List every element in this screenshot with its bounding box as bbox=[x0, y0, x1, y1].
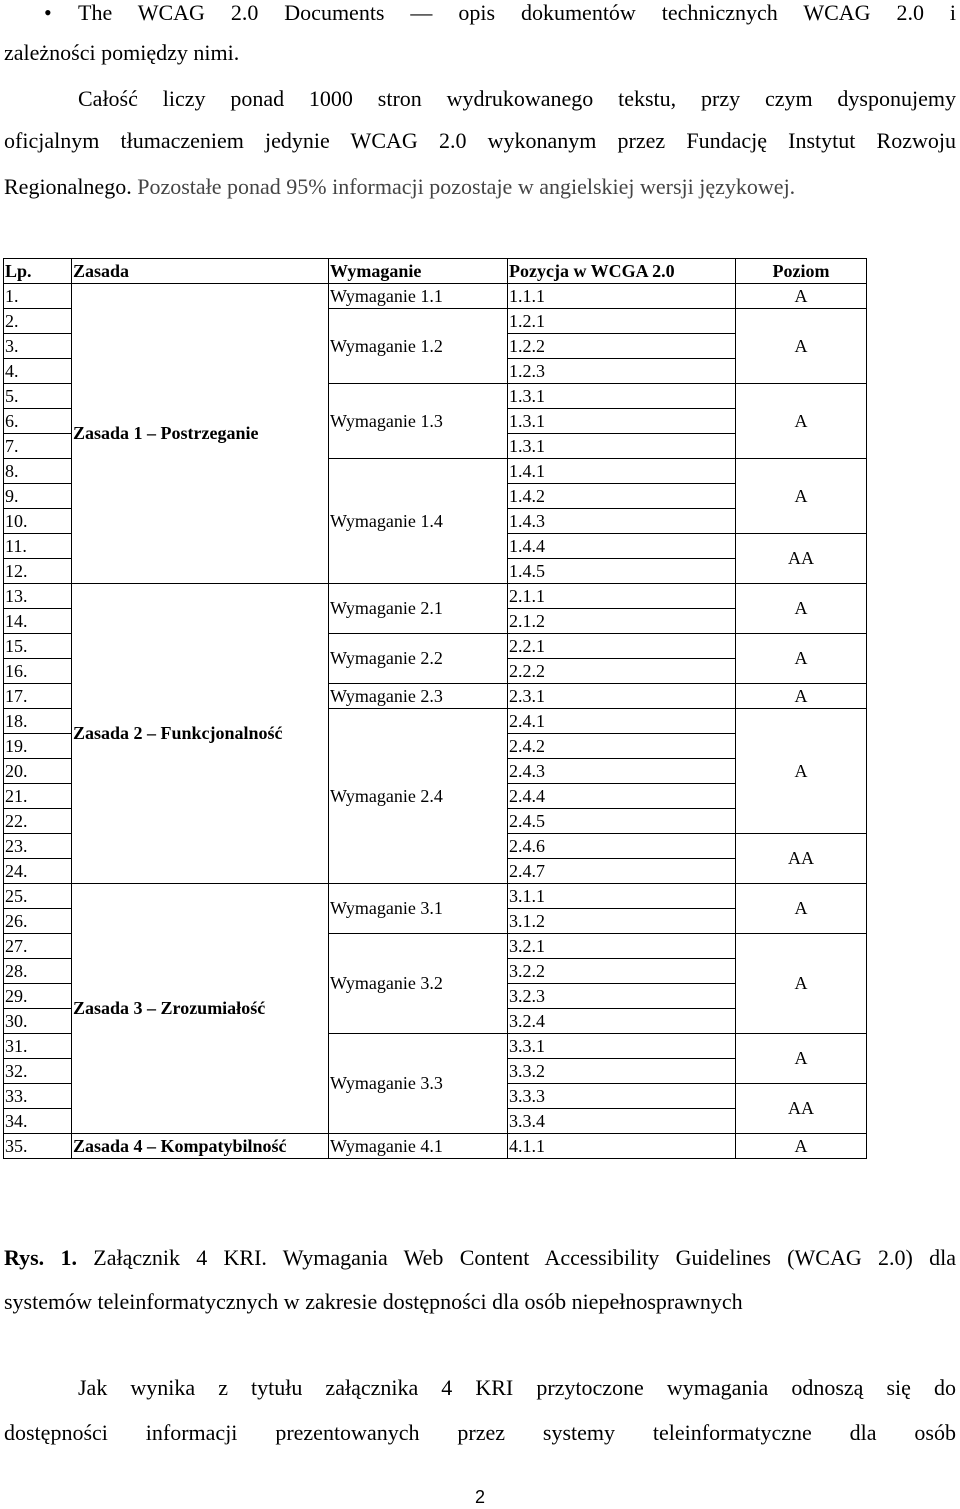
cell-zasada: Zasada 1 – Postrzeganie bbox=[72, 284, 329, 584]
paragraph-line: dostępności informacji prezentowanych przez systemy teleinformatyczne dla osób bbox=[4, 1420, 956, 1445]
cell-lp: 13. bbox=[4, 584, 72, 609]
cell-poziom: A bbox=[736, 884, 867, 934]
cell-pozycja: 1.4.5 bbox=[508, 559, 736, 584]
cell-lp: 12. bbox=[4, 559, 72, 584]
cell-pozycja: 1.4.4 bbox=[508, 534, 736, 559]
paragraph-line: Całość liczy ponad 1000 stron wydrukowanego tekstu, przy czym dysponujemy bbox=[78, 86, 956, 111]
cell-pozycja: 2.2.1 bbox=[508, 634, 736, 659]
cell-wymaganie: Wymaganie 2.1 bbox=[329, 584, 508, 634]
paragraph-line bbox=[4, 174, 795, 200]
cell-wymaganie: Wymaganie 2.2 bbox=[329, 634, 508, 684]
caption-line bbox=[4, 1245, 956, 1271]
cell-lp: 2. bbox=[4, 309, 72, 334]
cell-pozycja: 3.3.3 bbox=[508, 1084, 736, 1109]
cell-lp: 23. bbox=[4, 834, 72, 859]
cell-pozycja: 3.1.1 bbox=[508, 884, 736, 909]
cell-pozycja: 1.1.1 bbox=[508, 284, 736, 309]
cell-lp: 19. bbox=[4, 734, 72, 759]
cell-pozycja: 1.4.2 bbox=[508, 484, 736, 509]
cell-pozycja: 1.2.3 bbox=[508, 359, 736, 384]
cell-pozycja: 1.2.2 bbox=[508, 334, 736, 359]
table-row bbox=[4, 884, 867, 909]
cell-poziom: A bbox=[736, 584, 867, 634]
cell-lp: 14. bbox=[4, 609, 72, 634]
cell-pozycja: 3.3.4 bbox=[508, 1109, 736, 1134]
cell-pozycja: 2.4.1 bbox=[508, 709, 736, 734]
cell-pozycja: 2.4.5 bbox=[508, 809, 736, 834]
cell-lp: 29. bbox=[4, 984, 72, 1009]
cell-wymaganie: Wymaganie 3.2 bbox=[329, 934, 508, 1034]
cell-zasada: Zasada 2 – Funkcjonalność bbox=[72, 584, 329, 884]
cell-poziom: A bbox=[736, 684, 867, 709]
cell-poziom: A bbox=[736, 709, 867, 834]
cell-wymaganie: Wymaganie 1.3 bbox=[329, 384, 508, 459]
bullet-item-text: The WCAG 2.0 Documents — opis dokumentów technicznych WCAG 2.0 i bbox=[78, 0, 956, 25]
cell-lp: 4. bbox=[4, 359, 72, 384]
page-number: 2 bbox=[474, 1487, 485, 1507]
paragraph-line: oficjalnym tłumaczeniem jedynie WCAG 2.0 wykonanym przez Fundację Instytut Rozwoju bbox=[4, 128, 956, 153]
cell-wymaganie: Wymaganie 1.2 bbox=[329, 309, 508, 384]
bullet-icon: • bbox=[44, 0, 52, 25]
cell-lp: 17. bbox=[4, 684, 72, 709]
cell-poziom: A bbox=[736, 634, 867, 684]
cell-pozycja: 2.1.2 bbox=[508, 609, 736, 634]
header-pozycja: Pozycja w WCGA 2.0 bbox=[508, 259, 736, 284]
paragraph-fragment: Regionalnego. bbox=[4, 174, 132, 199]
cell-lp: 20. bbox=[4, 759, 72, 784]
cell-wymaganie: Wymaganie 3.1 bbox=[329, 884, 508, 934]
cell-lp: 21. bbox=[4, 784, 72, 809]
cell-lp: 24. bbox=[4, 859, 72, 884]
cell-wymaganie: Wymaganie 1.4 bbox=[329, 459, 508, 584]
cell-lp: 3. bbox=[4, 334, 72, 359]
cell-pozycja: 2.4.6 bbox=[508, 834, 736, 859]
cell-lp: 31. bbox=[4, 1034, 72, 1059]
header-poziom: Poziom bbox=[736, 259, 867, 284]
cell-wymaganie: Wymaganie 3.3 bbox=[329, 1034, 508, 1134]
cell-lp: 30. bbox=[4, 1009, 72, 1034]
cell-lp: 18. bbox=[4, 709, 72, 734]
table-row bbox=[4, 584, 867, 609]
cell-pozycja: 2.2.2 bbox=[508, 659, 736, 684]
cell-lp: 5. bbox=[4, 384, 72, 409]
cell-lp: 7. bbox=[4, 434, 72, 459]
cell-lp: 22. bbox=[4, 809, 72, 834]
cell-poziom: A bbox=[736, 309, 867, 384]
wcag-requirements-table bbox=[3, 258, 867, 1159]
cell-pozycja: 2.4.2 bbox=[508, 734, 736, 759]
cell-lp: 1. bbox=[4, 284, 72, 309]
cell-wymaganie: Wymaganie 2.3 bbox=[329, 684, 508, 709]
cell-lp: 35. bbox=[4, 1134, 72, 1159]
cell-poziom: A bbox=[736, 284, 867, 309]
table-body bbox=[4, 284, 867, 1159]
cell-lp: 26. bbox=[4, 909, 72, 934]
cell-lp: 8. bbox=[4, 459, 72, 484]
cell-pozycja: 1.4.1 bbox=[508, 459, 736, 484]
cell-pozycja: 2.4.4 bbox=[508, 784, 736, 809]
cell-lp: 33. bbox=[4, 1084, 72, 1109]
header-lp: Lp. bbox=[4, 259, 72, 284]
intro-text bbox=[4, 0, 956, 210]
caption-text: Załącznik 4 KRI. Wymagania Web Content Accessibility Guidelines (WCAG 2.0) dla bbox=[76, 1245, 956, 1270]
cell-zasada: Zasada 3 – Zrozumiałość bbox=[72, 884, 329, 1134]
cell-poziom: AA bbox=[736, 1084, 867, 1134]
cell-pozycja: 1.2.1 bbox=[508, 309, 736, 334]
caption-prefix: Rys. 1. bbox=[4, 1245, 77, 1270]
cell-wymaganie: Wymaganie 2.4 bbox=[329, 709, 508, 884]
cell-lp: 32. bbox=[4, 1059, 72, 1084]
caption-line: systemów teleinformatycznych w zakresie dostępności dla osób niepełnosprawnych bbox=[4, 1289, 743, 1314]
cell-pozycja: 2.3.1 bbox=[508, 684, 736, 709]
cell-pozycja: 3.3.1 bbox=[508, 1034, 736, 1059]
paragraph-line: Jak wynika z tytułu załącznika 4 KRI przytoczone wymagania odnoszą się do bbox=[78, 1375, 956, 1400]
cell-poziom: AA bbox=[736, 834, 867, 884]
cell-pozycja: 3.1.2 bbox=[508, 909, 736, 934]
table-header-row bbox=[4, 259, 867, 284]
cell-poziom: A bbox=[736, 459, 867, 534]
cell-pozycja: 4.1.1 bbox=[508, 1134, 736, 1159]
cell-pozycja: 3.3.2 bbox=[508, 1059, 736, 1084]
cell-lp: 15. bbox=[4, 634, 72, 659]
cell-pozycja: 3.2.2 bbox=[508, 959, 736, 984]
cell-lp: 6. bbox=[4, 409, 72, 434]
cell-pozycja: 1.3.1 bbox=[508, 434, 736, 459]
cell-lp: 27. bbox=[4, 934, 72, 959]
cell-lp: 11. bbox=[4, 534, 72, 559]
cell-poziom: AA bbox=[736, 534, 867, 584]
cell-poziom: A bbox=[736, 384, 867, 459]
table-row bbox=[4, 284, 867, 309]
cell-pozycja: 2.4.3 bbox=[508, 759, 736, 784]
cell-lp: 16. bbox=[4, 659, 72, 684]
cell-pozycja: 3.2.3 bbox=[508, 984, 736, 1009]
cell-poziom: A bbox=[736, 1134, 867, 1159]
bullet-item-text-cont: zależności pomiędzy nimi. bbox=[4, 40, 240, 65]
cell-pozycja: 3.2.1 bbox=[508, 934, 736, 959]
cell-lp: 25. bbox=[4, 884, 72, 909]
cell-lp: 34. bbox=[4, 1109, 72, 1134]
cell-zasada: Zasada 4 – Kompatybilność bbox=[72, 1134, 329, 1159]
cell-pozycja: 2.4.7 bbox=[508, 859, 736, 884]
cell-pozycja: 1.4.3 bbox=[508, 509, 736, 534]
cell-pozycja: 2.1.1 bbox=[508, 584, 736, 609]
cell-pozycja: 3.2.4 bbox=[508, 1009, 736, 1034]
cell-poziom: A bbox=[736, 1034, 867, 1084]
cell-pozycja: 1.3.1 bbox=[508, 409, 736, 434]
header-zasada: Zasada bbox=[72, 259, 329, 284]
header-wymaganie: Wymaganie bbox=[329, 259, 508, 284]
table-row bbox=[4, 1134, 867, 1159]
cell-pozycja: 1.3.1 bbox=[508, 384, 736, 409]
paragraph-fragment: Pozostałe ponad 95% informacji pozostaje w angielskiej wersji językowej. bbox=[131, 174, 796, 199]
cell-poziom: A bbox=[736, 934, 867, 1034]
cell-lp: 28. bbox=[4, 959, 72, 984]
cell-wymaganie: Wymaganie 1.1 bbox=[329, 284, 508, 309]
cell-wymaganie: Wymaganie 4.1 bbox=[329, 1134, 508, 1159]
cell-lp: 9. bbox=[4, 484, 72, 509]
cell-lp: 10. bbox=[4, 509, 72, 534]
